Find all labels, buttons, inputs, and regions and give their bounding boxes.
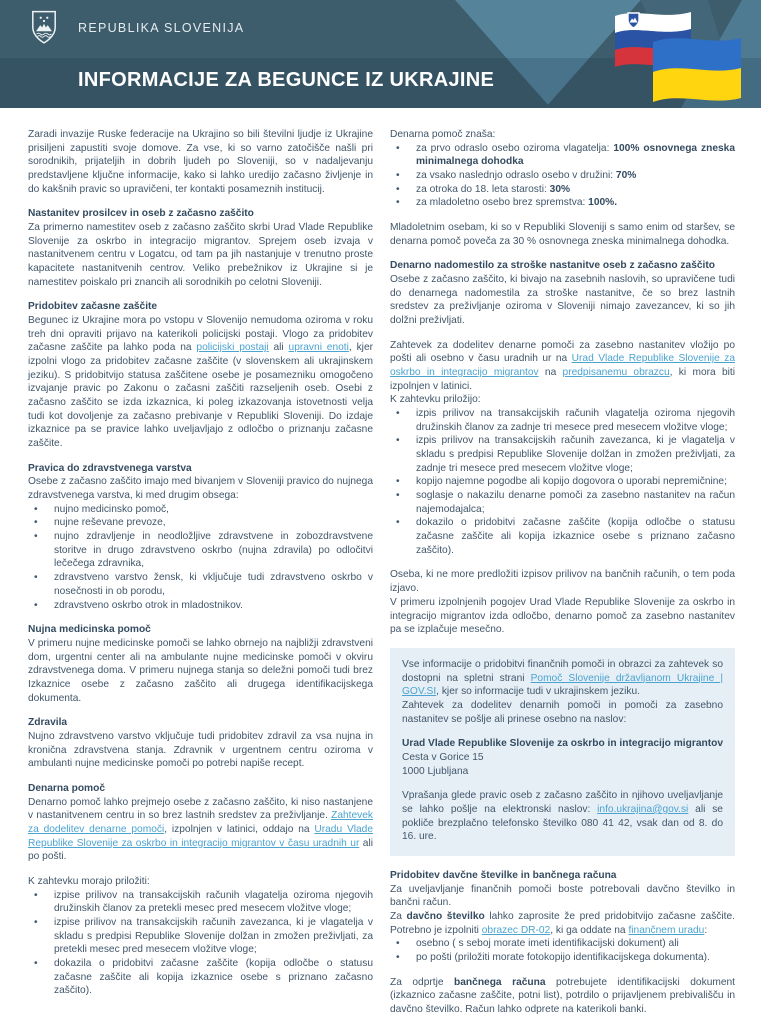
- text-run: V primeru nujne medicinske pomoči se lahko obrnejo na najbližji zdravstveni dom, urgentni center ali na ambulante nujne medicinske pomoči v okviru zdravstvenega doma. V primeru nujnega stanja so deležni pomoči tudi brez Izkaznice osebe z začasno zaščito ali drugega identifikacijskega dokumenta.: [28, 637, 373, 704]
- paragraph: [28, 314, 373, 451]
- text-link[interactable]: policijski postaji: [196, 342, 269, 354]
- text-run: , kjer so informacije tudi v ukrajinskem jeziku.: [436, 686, 640, 698]
- list-item: [390, 951, 735, 965]
- list-item: [28, 503, 373, 517]
- ukraine-flag: [653, 38, 741, 102]
- bullet-list: [28, 889, 373, 998]
- bullet-list: [390, 407, 735, 557]
- text-run: K zahtevku priložijo:: [390, 394, 481, 406]
- list-item: [390, 475, 735, 489]
- bullet-list: [390, 937, 735, 964]
- text-run: Vse informacije o pridobitvi finančnih pomoči in obrazci za zahtevek so dostopni na spletni strani: [402, 658, 723, 684]
- list-item: [390, 169, 735, 183]
- text-run: za prvo odraslo osebo oziroma vlagatelja:: [416, 142, 614, 154]
- text-link[interactable]: Urad Vlade Republike Slovenije za oskrbo in integracijo migrantov: [390, 353, 735, 379]
- section-heading: Nujna medicinska pomoč: [28, 624, 151, 636]
- text-run: izpise prilivov na transakcijskih računih zavezanca, ki je vlagatelja v skladu s predpisi Republike Slovenije dolžan in zmožen preživljati, za pretekli mesec pred mesecem vložitve vloge;: [54, 916, 373, 956]
- text-run: Vprašanja glede pravic oseb z začasno zaščito in njihovo uveljavljanje se lahko pošlje na elektronski naslov:: [402, 790, 723, 815]
- text-run: zdravstveno oskrbo otrok in mladostnikov.: [54, 599, 243, 611]
- list-item: [28, 599, 373, 613]
- bold-text: davčno številko: [406, 910, 485, 922]
- text-run: K zahtevku morajo priložiti:: [28, 875, 150, 887]
- text-run: lahko zaprosite že pred pridobitvijo začasne zaščite. Potrebno je izpolniti: [390, 910, 735, 936]
- list-item: [390, 183, 735, 197]
- list-item: [28, 957, 373, 998]
- text-run: , kjer izpolni vlogo za pridobitev začasne zaščite (v slovenskem ali ukrajinskem jeziku). S pridobitvijo statusa zaščitene osebe je posamezniku omogočeno izvajanje pravic po Zakonu o začasni zaščiti razseljenih oseb. Osebi z začasno zaščito se izda izkaznica, ki poleg izkazovanja istovetnosti velja tudi kot dovoljenje za začasno prebivanje v Republiki Sloveniji. Do izdaje izkaznice pa se pravice lahko uveljavljajo z odločbo o priznanju začasne zaščite.: [28, 342, 373, 450]
- bold-text: 70%: [615, 170, 637, 182]
- text-run: Za odprtje: [390, 976, 455, 988]
- text-link[interactable]: obrazec DR-02: [481, 924, 551, 936]
- section-heading: Zdravila: [28, 717, 68, 729]
- government-logo: [30, 9, 244, 46]
- text-link[interactable]: Uradu Vlade Republike Slovenije za oskrbo in integracijo migrantov v času uradnih ur: [28, 823, 373, 849]
- text-run: Za primerno namestitev oseb z začasno zaščito skrbi Urad Vlade Republike Slovenije za oskrbo in integracijo migrantov. Sprejem oseb izvaja v nastanitvenem centru v Logatcu, od tam pa jih nastanjuje v trenutno proste kapacitete nastanitvenih centrov. Veliko prebežnikov iz Ukrajine si je namestitev poiskalo pri znancih ali sorodnikih po celotni Sloveniji.: [28, 222, 373, 288]
- republic-label: REPUBLIKA SLOVENIJA: [78, 20, 245, 35]
- list-item: [390, 142, 735, 169]
- text-run: ali se pokliče brezplačno telefonsko številko 080 41 42, vsak dan od 8. do 16. ure.: [402, 803, 723, 843]
- text-run: V primeru izpolnjenih pogojev Urad Vlade Republike Slovenije za oskrbo in integracijo migrantov izda odločbo, denarno pomoč za zasebno nastanitev pa se izplačuje mesečno.: [390, 596, 735, 636]
- left-column: [28, 128, 373, 1028]
- text-run: kopijo najemne pogodbe ali kopijo dogovora o uporabi nepremičnine;: [416, 476, 727, 488]
- list-item: [28, 516, 373, 530]
- text-run: Oseba, ki ne more predložiti izpisov prilivov na bančnih računih, o tem poda izjavo.: [390, 569, 735, 595]
- text-run: Osebe z začasno zaščito imajo med bivanjem v Sloveniji pravico do nujnega zdravstvenega varstva, ki med drugim obsega:: [28, 476, 373, 502]
- paragraph: [390, 339, 735, 394]
- bullet-list: [28, 503, 373, 612]
- flags-group: [605, 4, 747, 104]
- text-run: , ki mora biti izpolnjen v latinici.: [390, 367, 736, 392]
- list-item: [390, 407, 735, 434]
- text-link[interactable]: upravni enoti: [288, 342, 349, 354]
- text-link[interactable]: info.ukrajina@gov.si: [597, 803, 689, 815]
- text-run: osebno ( s seboj morate imeti identifikacijski dokument) ali: [416, 938, 679, 950]
- text-run: 1000 Ljubljana: [402, 765, 469, 777]
- text-link[interactable]: Zahtevek za dodelitev denarne pomoči: [28, 810, 373, 835]
- section-heading: Pravica do zdravstvenega varstva: [28, 462, 192, 474]
- text-run: , ki ga oddate na: [550, 924, 629, 936]
- text-run: zdravstveno varstvo žensk, ki vključuje tudi zdravstveno oskrbo v nosečnosti in ob porodu,: [54, 572, 373, 597]
- paragraph: [402, 699, 723, 726]
- text-run: ali: [268, 342, 289, 354]
- paragraph: [402, 751, 723, 765]
- text-run: Denarno pomoč lahko prejmejo osebe z začasno zaščito, ki niso nastanjene v nastanitvenem centru in so brez lastnih sredstev za preživljanje.: [28, 796, 373, 822]
- text-run: izpise prilivov na transakcijskih računih vlagatelja oziroma njegovih družinskih članov za pretekli mesec pred mesecem vložitve vloge;: [54, 889, 373, 915]
- list-item: [390, 489, 735, 516]
- text-run: Za uveljavljanje finančnih pomoči boste potrebovali davčno številko in bančni račun.: [390, 883, 735, 909]
- right-column: [390, 128, 735, 1028]
- paragraph: [402, 737, 723, 751]
- text-run: nujno medicinsko pomoč,: [54, 503, 169, 515]
- section-heading: Nastanitev prosilcev in oseb z začasno zaščito: [28, 208, 254, 220]
- text-run: Zahtevek za dodelitev denarnih pomoči in pomoči za zasebno nastanitev se pošlje ali prinese osebno na naslov:: [402, 699, 723, 725]
- list-item: [28, 571, 373, 598]
- text-run: Nujno zdravstveno varstvo vključuje tudi pridobitev zdravil za vsa nujna in kronična zdravstvena stanja. Zdravnik v urgentnem centru oziroma v ambulanti nujne medicinske pomoči po potrebi napiše recept.: [28, 730, 373, 770]
- text-run: Begunec iz Ukrajine mora po vstopu v Slovenijo nemudoma oziroma v roku treh dni opraviti prijavo na katerikoli policijski postaji. Vlogo za pridobitev začasne zaščite pa lahko poda na: [28, 315, 373, 354]
- text-run: dokazilo o pridobitvi začasne zaščite (kopija odločbe o statusu začasne zaščite ali kopija izkaznice osebe s priznano začasno zaščito).: [416, 517, 735, 556]
- list-item: [28, 916, 373, 957]
- paragraph: [28, 221, 373, 289]
- paragraph: [28, 875, 373, 889]
- list-item: [390, 516, 735, 557]
- paragraph: [390, 596, 735, 637]
- text-run: izpis prilivov na transakcijskih računih vlagatelja oziroma njegovih družinskih članov za zadnje tri mesece pred mesecem vložitve vloge;: [416, 408, 735, 433]
- paragraph: [390, 976, 735, 1017]
- section-heading: Denarna pomoč: [28, 782, 105, 794]
- section-heading: Pridobitev davčne številke in bančnega računa: [390, 869, 617, 881]
- text-run: potrebujete identifikacijski dokument (izkaznico začasne zaščite, potni list), potrdilo o prijavljenem prebivališču in davčno številko. Račun lahko odprete na katerikoli banki.: [390, 976, 736, 1015]
- text-run: Denarna pomoč znaša:: [390, 129, 496, 140]
- section-heading: Pridobitev začasne zaščite: [28, 301, 158, 313]
- list-item: [390, 434, 735, 475]
- text-run: za mladoletno osebo brez spremstva:: [416, 197, 589, 209]
- page-header: [0, 0, 761, 108]
- bold-text: 100%.: [588, 197, 618, 209]
- text-run: nujno zdravljenje in neodložljive zdravstvene in zobozdravstvene storitve in drugo zdravstveno oskrbo (nujna zdravila) po odločitvi lečečega zdravnika,: [54, 531, 373, 570]
- text-run: dokazila o pridobitvi začasne zaščite (kopija odločbe o statusu začasne zaščite ali kopija izkaznice osebe s priznano začasno zaščito).: [54, 957, 373, 997]
- text-run: Zahtevek za dodelitev denarne pomoči za zasebno nastanitev vložijo po pošti ali osebno v času uradnih ur na: [390, 339, 735, 365]
- paragraph: [390, 568, 735, 595]
- bold-text: 30%: [549, 183, 571, 195]
- text-run: , izpolnjen v latinici, oddajo na: [164, 823, 315, 835]
- list-item: [390, 196, 735, 210]
- info-box: [390, 648, 735, 856]
- bold-text: bančnega računa: [454, 976, 546, 988]
- text-run: Osebe z začasno zaščito, ki bivajo na zasebnih naslovih, so upravičene tudi do denarnega nadomestila za stroške nastanitve, če so brez lastnih sredstev za preživljanje oziroma v Sloveniji nimajo zavezancev, ki so jih dolžni preživljati.: [390, 274, 735, 327]
- document-body: [0, 108, 761, 1028]
- text-run: Cesta v Gorice 15: [402, 751, 484, 763]
- paragraph: [28, 475, 373, 502]
- bold-text: Urad Vlade Republike Slovenije za oskrbo in integracijo migrantov: [402, 738, 723, 750]
- text-run: izpis prilivov na transakcijskih računih zavezanca, ki je vlagatelja v skladu s predpisi Republike Slovenije dolžan in zmožen preživljati, za zadnje tri mesece pred mesecem vložitve vloge;: [416, 435, 735, 474]
- paragraph: [402, 765, 723, 779]
- list-item: [28, 530, 373, 571]
- list-item: [390, 937, 735, 951]
- text-run: Zaradi invazije Ruske federacije na Ukrajino so bili številni ljudje iz Ukrajine prisiljeni zapustiti svoje domove. Za vse, ki so varno zatočišče našli pri sorodnikih, prijateljih in dobrih ljudeh po Sloveniji, so v nadaljevanju predstavljene ključne informacije, kako si lahko uredijo začasno življenje in do kakšnih pravic so upravičeni, ter kontakti posameznih institucij.: [28, 129, 373, 195]
- paragraph: [390, 128, 735, 142]
- page-title: INFORMACIJE ZA BEGUNCE IZ UKRAJINE: [78, 69, 495, 91]
- paragraph: [28, 796, 373, 864]
- paragraph: [28, 128, 373, 196]
- text-run: ali po pošti.: [28, 837, 373, 863]
- paragraph: [402, 658, 723, 699]
- bold-text: 100% osnovnega zneska minimalnega dohodka: [416, 142, 735, 168]
- paragraph: [28, 637, 373, 705]
- paragraph: [402, 789, 723, 844]
- paragraph: [28, 730, 373, 771]
- text-run: Za: [390, 910, 407, 922]
- text-run: soglasje o nakazilu denarne pomoči za zasebno nastanitev na račun najemodajalca;: [416, 490, 735, 515]
- text-link[interactable]: Pomoč Slovenije državljanom Ukrajine | GOV.SI: [402, 672, 723, 698]
- text-run: :: [704, 924, 708, 936]
- text-run: po pošti (priložiti morate fotokopijo identifikacijskega dokumenta).: [416, 951, 710, 963]
- paragraph: [390, 910, 735, 937]
- section-heading: Denarno nadomestilo za stroške nastanitve oseb z začasno zaščito: [390, 260, 715, 272]
- text-run: na: [538, 367, 563, 379]
- paragraph: [390, 221, 735, 248]
- paragraph: [390, 883, 735, 910]
- slovenia-coat-of-arms-icon: [30, 9, 58, 46]
- text-run: za vsako naslednjo odraslo osebo v družini:: [416, 170, 616, 182]
- text-run: nujne reševane prevoze,: [54, 517, 166, 529]
- list-item: [28, 889, 373, 916]
- text-run: Mladoletnim osebam, ki so v Republiki Sloveniji s samo enim od staršev, se denarna pomoč poveča za 30 % osnovnega zneska minimalnega dohodka.: [390, 222, 735, 247]
- text-link[interactable]: finančnem uradu: [628, 924, 705, 936]
- text-link[interactable]: predpisanemu obrazcu: [562, 367, 670, 379]
- text-run: za otroka do 18. leta starosti:: [416, 183, 550, 195]
- slovenia-crest-icon: [628, 13, 639, 28]
- bullet-list: [390, 142, 735, 210]
- paragraph: [390, 393, 735, 407]
- paragraph: [390, 273, 735, 328]
